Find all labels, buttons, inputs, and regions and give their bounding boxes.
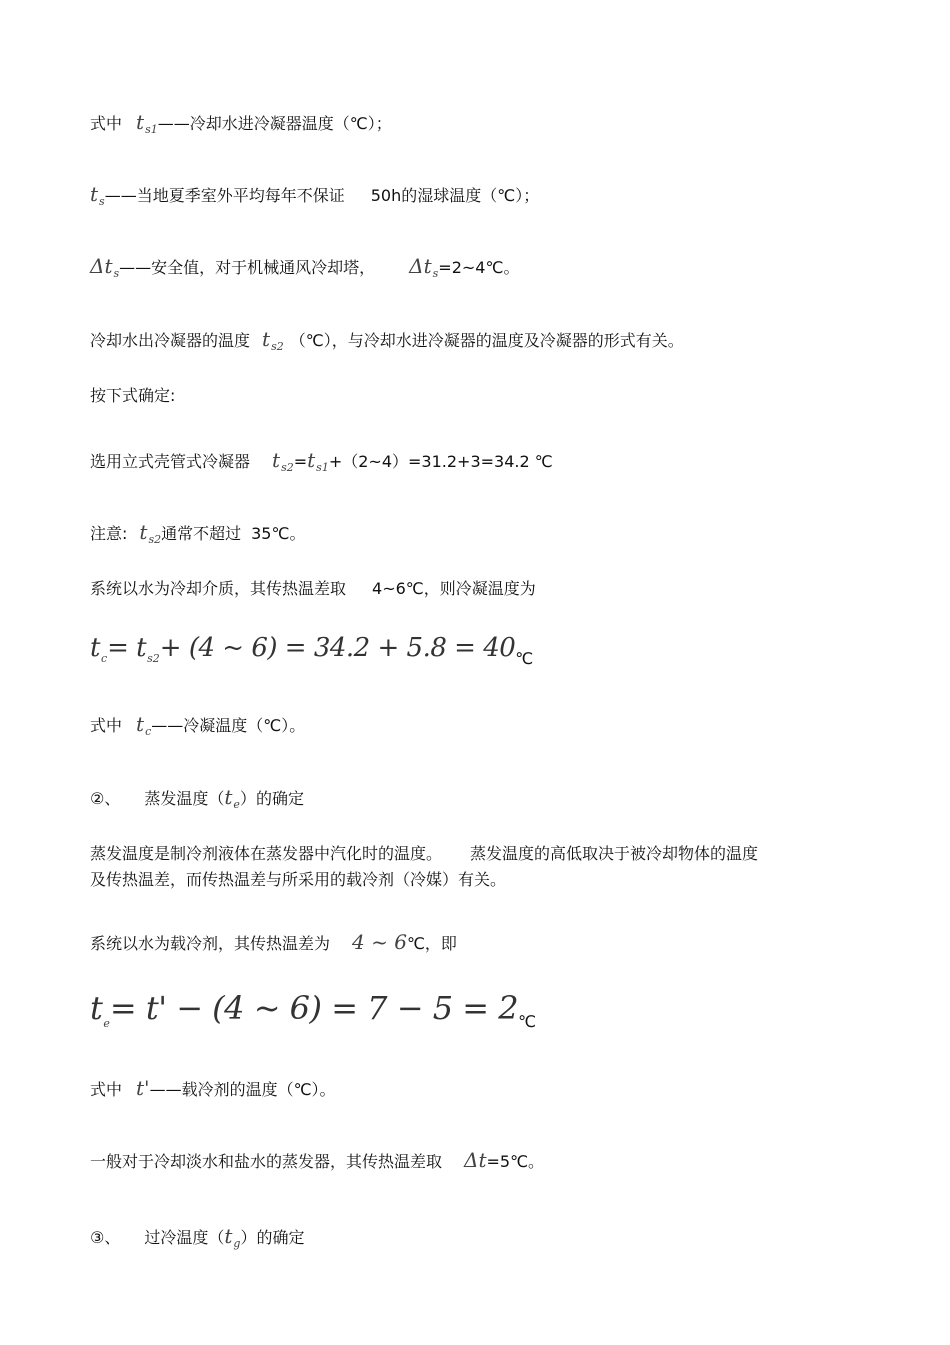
symbol-t: t [139, 520, 148, 544]
symbol-subscript: s2 [281, 461, 294, 474]
label-shizhong: 式中 [90, 716, 123, 735]
symbol-t: t [272, 448, 281, 472]
symbol-subscript: c [100, 652, 108, 665]
text: 系统以水为冷却介质，其传热温差取 [90, 579, 347, 598]
formula-part: = t' − (4 ~ 6) = 7 − 5 = 2 [109, 989, 519, 1027]
definition-text: ——安全值，对于机械通风冷却塔， [119, 258, 376, 277]
formula-tc [90, 632, 533, 669]
text-2: ℃，即 [406, 934, 457, 953]
text: 选用立式壳管式冷凝器 [90, 452, 251, 471]
text: 系统以水为载冷剂，其传热温差为 [90, 934, 331, 953]
symbol-subscript: s [113, 267, 120, 280]
symbol-t: t [90, 633, 100, 663]
value: 4~6℃，则冷凝温度为 [372, 579, 536, 598]
symbol-delta-t: Δt [464, 1148, 487, 1172]
symbol-subscript: e [103, 1017, 110, 1030]
symbol-subscript: g [233, 1237, 241, 1250]
heading-subcooling [90, 1226, 304, 1250]
label-note: 注意: [90, 524, 128, 543]
symbol-t: t [90, 182, 99, 206]
formula-tail: +（2~4）=31.2+3=34.2 ℃ [328, 452, 553, 471]
paragraph-determine: 按下式确定: [90, 386, 176, 405]
symbol-t: t [224, 785, 233, 809]
symbol-subscript: s2 [271, 340, 284, 353]
symbol-subscript: s [99, 195, 105, 208]
unit: ℃ [518, 1012, 537, 1031]
symbol-delta-t-2: Δt [409, 254, 432, 278]
text-3: 及传热温差，而传热温差与所采用的载冷剂（冷媒）有关。 [90, 870, 507, 889]
paragraph-brine [90, 1150, 544, 1172]
heading-text-2: ）的确定 [239, 789, 304, 808]
formula-te [90, 988, 536, 1036]
symbol-t: t [136, 712, 145, 736]
label-shizhong: 式中 [90, 114, 123, 133]
value: 35℃。 [251, 524, 306, 543]
section-number: ②、 [90, 789, 121, 808]
paragraph-outlet-temp [90, 329, 684, 353]
definition-tc [90, 714, 305, 738]
symbol-t-2: t [307, 448, 316, 472]
symbol-t: t [262, 327, 271, 351]
definition-text-2: 的湿球温度（℃）； [401, 186, 540, 205]
definition-text: ——当地夏季室外平均每年不保证 [104, 186, 345, 205]
text: 一般对于冷却淡水和盐水的蒸发器，其传热温差取 [90, 1152, 443, 1171]
symbol-subscript-2: s [432, 267, 439, 280]
symbol-subscript: e [233, 798, 240, 811]
symbol-subscript: s1 [145, 123, 158, 136]
heading-text: 过冷温度（ [144, 1228, 225, 1247]
formula-part: = t [107, 633, 147, 663]
equals: = [293, 452, 308, 471]
unit: ℃ [515, 649, 534, 668]
definition-t-prime [90, 1078, 336, 1100]
range-symbol: 4 ~ 6 [352, 930, 407, 954]
symbol-t-prime: t' [136, 1076, 150, 1100]
paragraph-refrigerant-delta [90, 932, 457, 954]
value-50h: 50h [370, 186, 402, 205]
formula-part-2: + (4 ~ 6) = 34.2 + 5.8 = 40 [159, 633, 516, 663]
definition-delta-ts [90, 256, 519, 280]
text: 蒸发温度是制冷剂液体在蒸发器中汽化时的温度。 [90, 844, 443, 863]
definition-ts [90, 184, 539, 208]
symbol-delta-t: Δt [90, 254, 113, 278]
symbol-subscript-2: s1 [316, 461, 329, 474]
definition-text: ——载冷剂的温度（℃）。 [149, 1080, 336, 1099]
symbol-t: t [224, 1224, 233, 1248]
paragraph-evaporation [90, 841, 840, 893]
text-2: 蒸发温度的高低取决于被冷却物体的温度 [470, 844, 759, 863]
note-line [90, 522, 305, 546]
text: 冷却水出冷凝器的温度 [90, 331, 251, 350]
symbol-t: t [136, 110, 145, 134]
definition-ts1 [90, 112, 392, 136]
symbol-subscript-2: s2 [147, 652, 160, 665]
definition-text: ——冷凝温度（℃）。 [151, 716, 306, 735]
text-2: （℃），与冷却水进冷凝器的温度及冷凝器的形式有关。 [289, 331, 684, 350]
paragraph-condense-delta [90, 579, 536, 599]
definition-text: ——冷却水进冷凝器温度（℃）； [157, 114, 392, 133]
heading-evaporation [90, 787, 304, 811]
symbol-subscript: c [145, 725, 152, 738]
heading-text: 蒸发温度（ [144, 789, 225, 808]
text: 通常不超过 [161, 524, 242, 543]
label-shizhong: 式中 [90, 1080, 123, 1099]
value-range: =2~4℃。 [438, 258, 520, 277]
symbol-t: t [90, 989, 103, 1027]
symbol-subscript: s2 [148, 533, 162, 546]
heading-text-2: ）的确定 [240, 1228, 305, 1247]
section-number: ③、 [90, 1228, 121, 1247]
value: =5℃。 [486, 1152, 545, 1171]
formula-ts2 [90, 450, 553, 474]
